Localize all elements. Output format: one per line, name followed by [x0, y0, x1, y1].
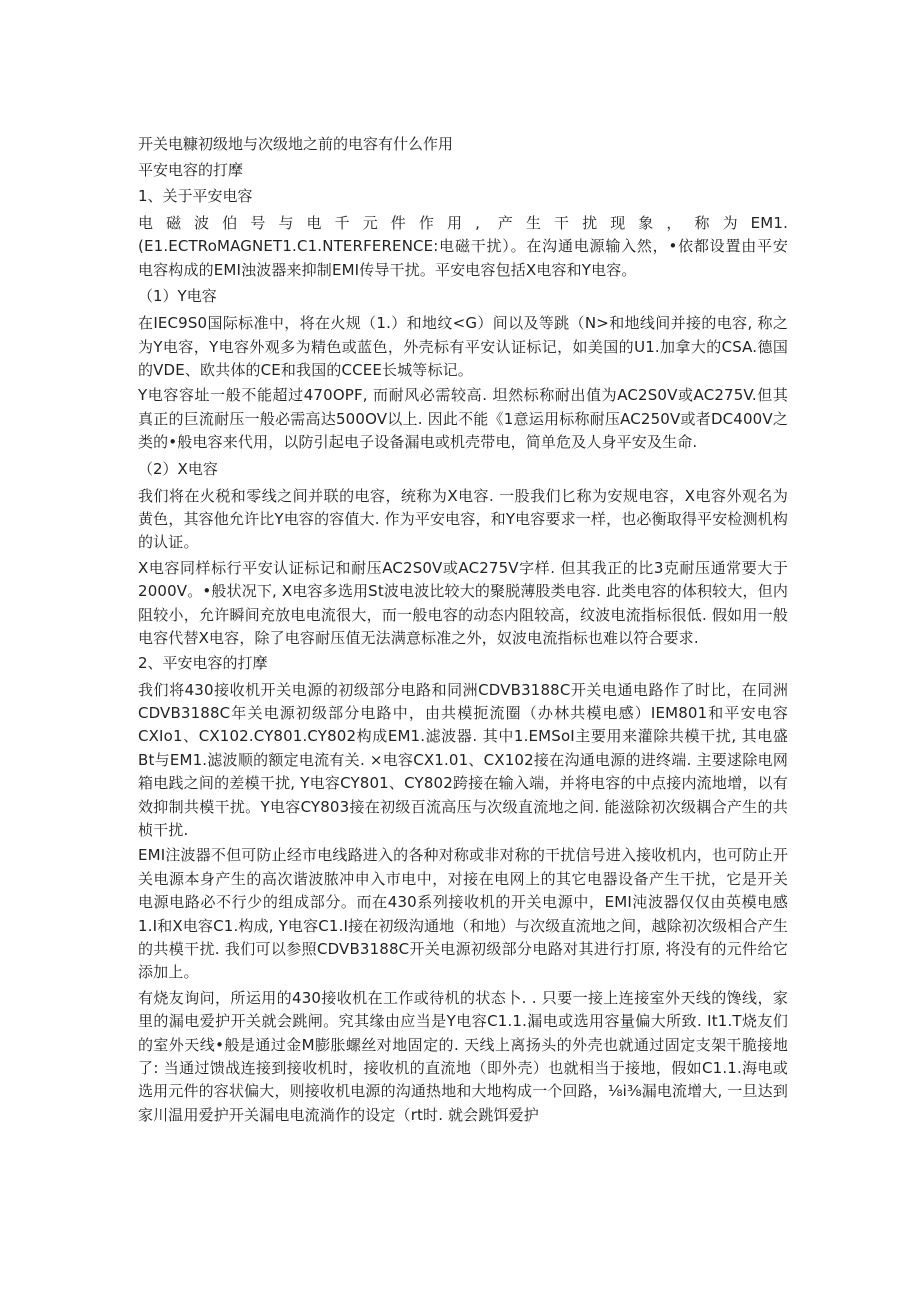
paragraph: 有烧友询问，所运用的430接收机在工作或待机的状态卜. . 只要一接上连接室外天线的馋线，家里的漏电爱护开关就会跳闸。究其缘由应当是Y电容C1.1.漏电或选用容量偏大所致. It1.T烧友们的室外天线•般是通过金M膨胀螺丝对地固定的. 天线上离扬头的外壳也就通过固定支架干脆接地了: 当通过馈战连接到接收机时，接收机的直流地（即外壳）也就相当于接地，假如C1.1.海电或选用元件的容状偏大，则接收机电源的沟通热地和大地构成一个回路，⅛i⅜漏电流增大, 一旦达到家川温用爱护开关漏电电流淌作的设定（rt时. 就会跳饵爱护 [138, 988, 788, 1124]
section-heading: 1、关于平安电容 [138, 187, 253, 205]
paragraph: X电容同样标行平安认证标记和耐压AC2S0V或AC275V字样. 但其我正的比3克耐压通常要大于2000V。•般状况下, X电容多选用St波电波比较大的聚脱薄股类电容. 此类电容的体积较大，但内阻较小，允许瞬间充放电电流很大，而一般电容的动态内阻较高，纹波电流指标很低. 假如用一般电容代替X电容，除了电容耐压值无法满意标准之外，奴波电流指标也难以符合要求. [138, 558, 788, 648]
paragraph: 我们将在火税和零线之间并联的电容，统称为X电容. 一股我们匕称为安规电容，X电容外观名为黄色，其容他允许比Y电容的容值大. 作为平安电容，和Y电容要求一样，也必衡取得平安检测机构的认证。 [138, 486, 788, 552]
paragraph: 电磁波伯号与电千元件作用, 产生干扰现象，称为EM1.(E1.ECTRoMAGNET1.C1.NTERFERENCE:电磁干扰）。在沟通电源输入然，•依都设置由平安电容构成的EMI浊波器来抑制EMI传导干扰。平安电容包括X电容和Y电容。 [138, 214, 788, 279]
section-heading: 2、平安电容的打摩 [138, 653, 268, 672]
subsection-heading: （2）X电容 [138, 459, 218, 478]
paragraph: 我们将430接收机开关电源的初级部分电路和同洲CDVB3188C开关电通电路作了时比，在同洲CDVB3188C年关电源初级部分电路中，由共模扼流圈（办林共模电感）IEM801和平安电容CXIo1、CX102.CY801.CY802构成EM1.滤波器. 其中1.EMSoI主要用来灌除共模干扰, 其电盛Bt与EM1.滤波顺的额定电流有关. ×电容CX1.01、CX102接在沟通电源的进终端. 主要逑除电网箱电践之间的差模干扰, Y电容CY801、CY802跨接在输入端，并将电容的中点接内流地增，以有效抑制共模干扰。Y电容CY803接在初级百流高压与次级直流地之间. 能滋除初次级耦合产生的共桢干扰. [138, 680, 788, 839]
paragraph: Y电容容址一般不能超过470OPF, 而耐风必需较高. 坦然标称耐出值为AC2S0V或AC275V.但其真正的巨流耐压一般必需高达500OV以上. 因此不能《1意运用标称耐压AC250V或者DC400V之类的•般电容来代用，以防引起电子设备漏电或机壳带电，简单危及人身平安及生命. [138, 386, 788, 452]
main-heading: 平安电容的打摩 [138, 161, 244, 179]
paragraph: EMI注波器不但可防止经市电线路进入的各种对称或非对称的干扰信号进入接收机内，也可防止开关电源本身产生的高次谐波脓冲申入市电中，对接在电网上的其它电器设备产生干扰，它是开关电源电路必不行少的组成部分。而在430系列接收机的开关电源中，EMI沌波器仅仅由英模电感1.I和X电容C1.构成, Y电容C1.I接在初级沟通地（和地）与次级直流地之间，越除初次级相合产生的共模干扰. 我们可以参照CDVB3188C开关电源初级部分电路对其进行打原, 将没有的元件给它添加上。 [138, 846, 788, 982]
document-body [138, 134, 788, 1129]
document-title: 开关电糠初级地与次级地之前的电容有什么作用 [138, 135, 454, 153]
subsection-heading: （1）Y电容 [138, 287, 217, 306]
paragraph: 在IEC9S0国际标准中，将在火规（1.）和地纹<G）间以及等跳（N>和地线间并接的电容, 称之为Y电容，Y电容外观多为精色或蓝色，外壳标有平安认证标记，如美国的U1.加拿大的CSA.德国的VDE、欧共体的CE和我国的CCEE长城等标记。 [138, 314, 788, 380]
